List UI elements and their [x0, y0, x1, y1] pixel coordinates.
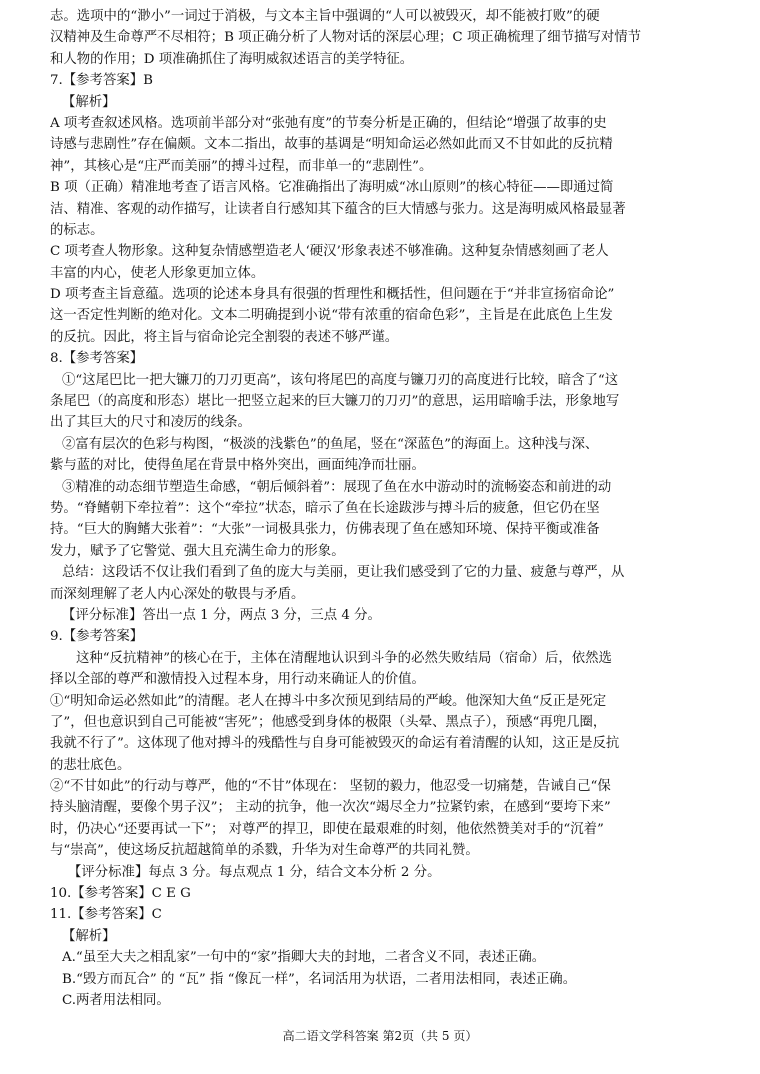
text-line: 【解析】	[62, 94, 116, 110]
text-line: 汉精神及生命尊严不尽相符；B 项正确分析了人物对话的深层心理；C 项正确梳理了细节描写对情节	[50, 30, 642, 46]
text-line: 神”，其核心是“庄严而美丽”的搏斗过程，而非单一的“悲剧性”。	[50, 158, 433, 174]
text-line: 诗感与悲剧性”存在偏颇。文本二指出，故事的基调是“明知命运必然如此而又不甘如此的反抗精	[50, 137, 613, 153]
text-line: 【解析】	[62, 928, 116, 944]
text-line: C.两者用法相同。	[62, 992, 170, 1008]
text-line: ①“这尾巴比一把大镰刀的刀刃更高”，该句将尾巴的高度与镰刀刃的高度进行比较，暗含了“这	[62, 372, 619, 388]
text-line: 了”，但也意识到自己可能被“害死”；他感受到身体的极限（头晕、黑点子），预感“再兜几圈，	[50, 714, 607, 730]
text-line: D 项考查主旨意蕴。选项的论述本身具有很强的哲理性和概括性，但问题在于“并非宣扬宿命论”	[50, 287, 615, 303]
text-line: 7.【参考答案】B	[50, 73, 153, 89]
text-line: 时，仍决心“还要再试一下”； 对尊严的捍卫，即使在最艰难的时刻，他依然赞美对手的“沉着”	[50, 821, 604, 837]
text-line: B.“毁方而瓦合” 的 “瓦” 指 “像瓦一样”，名词活用为状语，二者用法相同，表述正确。	[62, 971, 577, 987]
answer-content	[50, 6, 718, 1011]
text-line: 【评分标准】答出一点 1 分，两点 3 分，三点 4 分。	[62, 607, 381, 623]
text-line: 这一否定性判断的绝对化。文本二明确提到小说“带有浓重的宿命色彩”，主旨是在此底色上生发	[50, 308, 613, 324]
text-line: 总结：这段话不仅让我们看到了鱼的庞大与美丽，更让我们感受到了它的力量、疲惫与尊严，从	[62, 565, 625, 581]
text-line: 的反抗。因此，将主旨与宿命论完全割裂的表述不够严谨。	[50, 329, 399, 345]
text-line: 我就不行了”。这体现了他对搏斗的残酷性与自身可能被毁灭的命运有着清醒的认知，这正是反抗	[50, 736, 620, 752]
text-line: 洁、精准、客观的动作描写，让读者自行感知其下蕴含的巨大情感与张力。这是海明威风格最显著	[50, 201, 626, 217]
text-line: 这种“反抗精神”的核心在于，主体在清醒地认识到斗争的必然失败结局（宿命）后，依然选	[76, 650, 612, 666]
text-line: 条尾巴（的高度和形态）堪比一把竖立起来的巨大镰刀的刀刃”的意思，运用暗喻手法，形象地写	[50, 394, 620, 410]
text-line: 丰富的内心，使老人形象更加立体。	[50, 265, 265, 281]
text-line: 紫与蓝的对比，使得鱼尾在背景中格外突出，画面纯净而壮丽。	[50, 458, 425, 474]
text-line: 11.【参考答案】C	[50, 907, 162, 923]
text-line: 和人物的作用；D 项准确抓住了海明威叙述语言的美学特征。	[50, 51, 414, 67]
text-line: 9.【参考答案】	[50, 629, 144, 645]
text-line: A.“虽至大夫之相乱家”一句中的“家”指卿大夫的封地，二者含义不同，表述正确。	[62, 950, 546, 966]
text-line: 而深刻理解了老人内心深处的敬畏与矛盾。	[50, 586, 305, 602]
text-line: 【评分标准】每点 3 分。每点观点 1 分，结合文本分析 2 分。	[68, 864, 441, 880]
text-line: 的标志。	[50, 222, 104, 238]
text-line: 势。“脊鳍朝下牵拉着”：这个“牵拉”状态，暗示了鱼在长途跋涉与搏斗后的疲惫，但它仍在坚	[50, 500, 600, 516]
text-line: ②“不甘如此”的行动与尊严，他的“不甘”体现在： 坚韧的毅力，他忍受一切痛楚，告诫自己“保	[50, 779, 611, 795]
text-line: A 项考查叙述风格。选项前半部分对“张弛有度”的节奏分析是正确的，但结论“增强了故事的史	[50, 115, 607, 131]
text-line: 10.【参考答案】C E G	[50, 886, 191, 902]
text-line: C 项考查人物形象。这种复杂情感塑造老人‘硬汉’形象表述不够准确。这种复杂情感刻画了老人	[50, 244, 609, 260]
text-line: 发力，赋予了它警觉、强大且充满生命力的形象。	[50, 543, 345, 559]
text-line: ①“明知命运必然如此”的清醒。老人在搏斗中多次预见到结局的严峻。他深知大鱼“反正是死定	[50, 693, 607, 709]
text-line: 持头脑清醒，要像个男子汉”； 主动的抗争，他一次次“竭尽全力”拉紧钓索，在感到“要垮下来”	[50, 800, 611, 816]
text-line: 与“崇高”，使这场反抗超越简单的杀戮，升华为对生命尊严的共同礼赞。	[50, 843, 479, 859]
text-line: 的悲壮底色。	[50, 757, 131, 773]
text-line: 出了其巨大的尺寸和凌厉的线条。	[50, 415, 251, 431]
text-line: ③精准的动态细节塑造生命感，“朝后倾斜着”：展现了鱼在水中游动时的流畅姿态和前进的动	[62, 479, 612, 495]
text-line: 志。选项中的“渺小”一词过于消极，与文本主旨中强调的“人可以被毁灭，却不能被打败”的硬	[50, 9, 600, 24]
text-line: ②富有层次的色彩与构图，“极淡的浅紫色”的鱼尾，竖在“深蓝色”的海面上。这种浅与深、	[62, 436, 599, 452]
text-line: 8.【参考答案】	[50, 351, 144, 367]
page-footer: 高二语文学科答案 第2页（共 5 页）	[282, 1029, 478, 1043]
text-line: B 项（正确）精准地考查了语言风格。它准确指出了海明威“冰山原则”的核心特征——即通过简	[50, 180, 614, 196]
text-line: 择以全部的尊严和激情投入过程本身，用行动来确证人的价值。	[50, 672, 425, 688]
text-line: 持。“巨大的胸鳍大张着”：“大张”一词极具张力，仿佛表现了鱼在感知环境、保持平衡或准备	[50, 522, 600, 538]
